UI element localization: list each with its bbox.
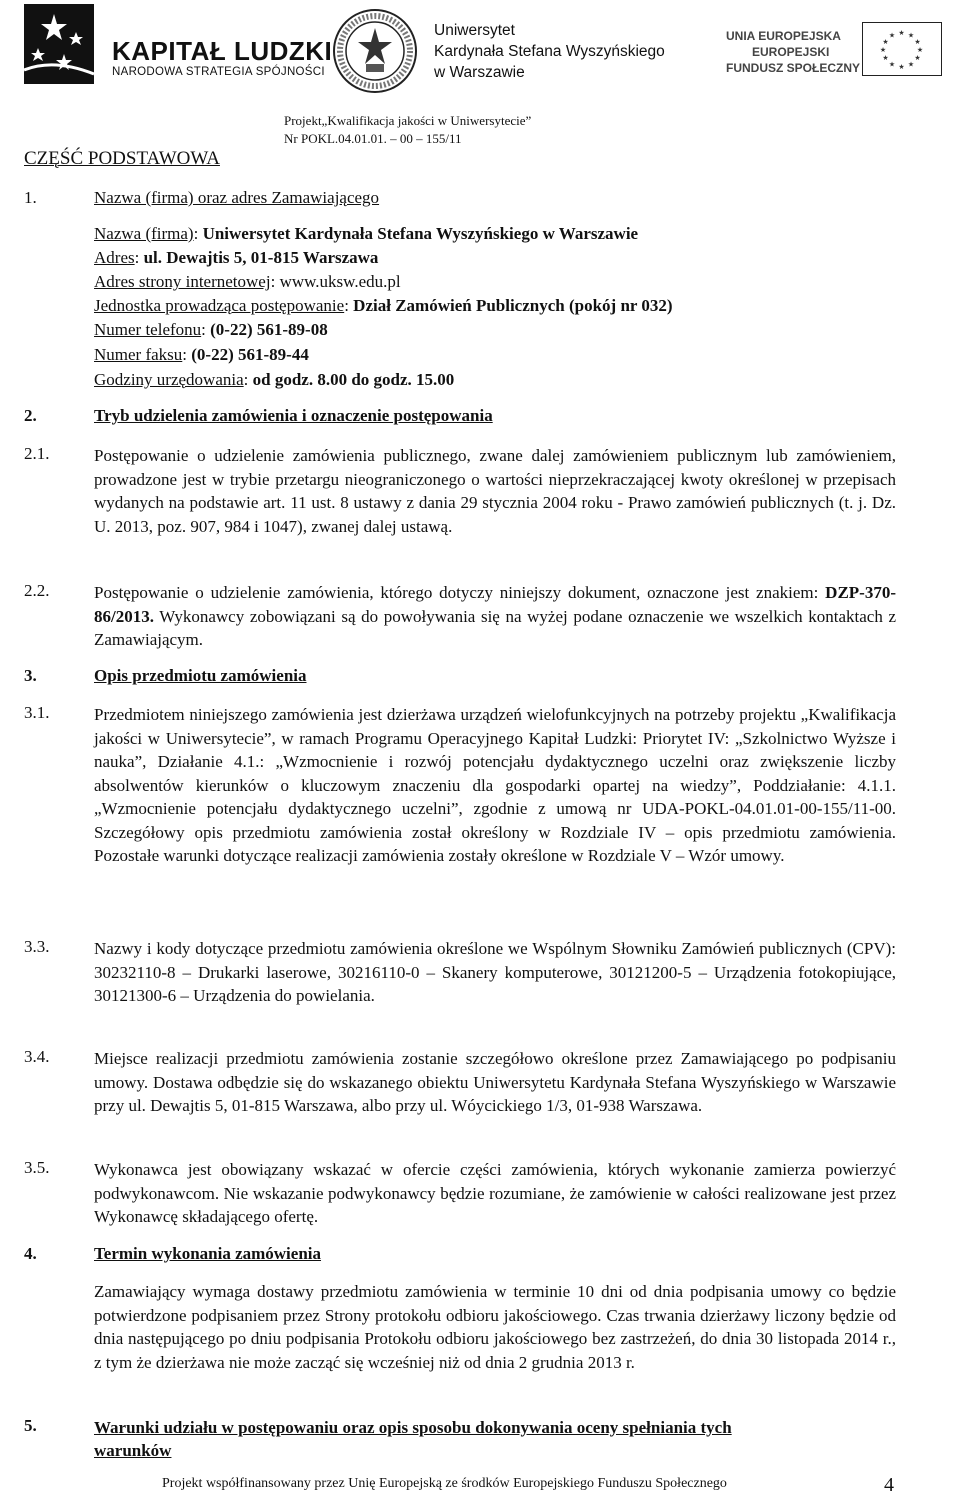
svg-text:★: ★ — [914, 54, 921, 62]
name-row: Nazwa (firma): Uniwersytet Kardynała Stefana Wyszyńskiego w Warszawie — [94, 224, 639, 243]
svg-text:★: ★ — [882, 38, 889, 46]
name-value: Uniwersytet Kardynała Stefana Wyszyńskiego w Warszawie — [202, 224, 639, 243]
eu-text-line3: FUNDUSZ SPOŁECZNY — [726, 61, 861, 75]
university-name-line2: Kardynała Stefana Wyszyńskiego — [434, 43, 665, 60]
para-2-1-number: 2.1. — [24, 444, 50, 463]
unit-row: Jednostka prowadząca postępowanie: Dział Zamówień Publicznych (pokój nr 032) — [94, 296, 673, 315]
section-4-number: 4. — [24, 1244, 37, 1263]
section-2-number: 2. — [24, 406, 37, 425]
svg-text:★: ★ — [882, 54, 889, 62]
para-3-5: Wykonawca jest obowiązany wskazać w ofercie części zamówienia, których wykonanie zamierza powierzyć podwykonawcom. Nie wskazanie podwykonawcy będzie rozumiane, że zamówienie w całości realizowane jest przez Wykonawcę składającego ofertę. — [94, 1160, 896, 1226]
para-3-4-number: 3.4. — [24, 1047, 50, 1066]
para-3-1: Przedmiotem niniejszego zamówienia jest dzierżawa urządzeń wielofunkcyjnych na potrzeby projektu „Kwalifikacja jakości w Uniwersytecie”, w ramach Programu Operacyjnego Kapitał Ludzki: Priorytet IV: „Szkolnictwo Wyższe i nauka”, Działanie 4.1.: „Wzmocnienie i rozwój potencjału dydaktycznego uczelni oraz zwiększenie liczby absolwentów kierunków o kluczowym znaczeniu dla gospodarki opartej na wiedzy”, Poddziałanie: 4.1.1. „Wzmocnienie potencjału dydaktycznego uczelni”, zgodnie z umową nr UDA-POKL-04.01.01-00-155/11-00. Szczegółowy opis przedmiotu zamówienia został określony w Rozdziale IV – opis przedmiotu zamówienia. Pozostałe warunki dotyczące realizacji zamówienia zostały określone w Rozdziale V – Wzór umowy. — [94, 705, 896, 865]
address-row: Adres: ul. Dewajtis 5, 01-815 Warszawa — [94, 248, 379, 267]
kapital-ludzki-subtitle: NARODOWA STRATEGIA SPÓJNOŚCI — [112, 66, 325, 78]
kapital-ludzki-title: KAPITAŁ LUDZKI — [112, 36, 333, 66]
section-2-title: Tryb udzielenia zamówienia i oznaczenie postępowania — [94, 406, 493, 425]
svg-text:★: ★ — [907, 60, 915, 69]
section-5-title-line2: warunków — [94, 1441, 172, 1460]
section-1-number: 1. — [24, 188, 37, 207]
section-3-title: Opis przedmiotu zamówienia — [94, 666, 307, 685]
kapital-ludzki-logo — [24, 4, 333, 84]
para-2-2-number: 2.2. — [24, 581, 50, 600]
para-4: Zamawiający wymaga dostawy przedmiotu zamówienia w terminie 10 dni od dnia podpisania umowy co będzie potwierdzone podpisaniem przez Strony protokołu odbioru jakościowego. Czas trwania dzierżawy liczony będzie od dnia następującego po dniu podpisania Protokołu odbioru jakościowego bez zastrzeżeń, do dnia 30 listopada 2014 r., z tym że dzierżawa nie może zacząć się wcześniej niż od dnia 2 grudnia 2013 r. — [94, 1282, 896, 1372]
svg-text:★: ★ — [907, 31, 915, 40]
section-4-title: Termin wykonania zamówienia — [94, 1244, 322, 1263]
section-1-title: Nazwa (firma) oraz adres Zamawiającego — [94, 188, 380, 207]
phone-row: Numer telefonu: (0-22) 561-89-08 — [94, 320, 328, 339]
para-3-5-number: 3.5. — [24, 1158, 50, 1177]
university-name — [434, 20, 665, 83]
svg-text:★: ★ — [888, 60, 896, 69]
section-5-number: 5. — [24, 1416, 37, 1435]
website-label: Adres strony internetowej — [94, 272, 271, 291]
website-value: www.uksw.edu.pl — [279, 272, 401, 291]
hours-row: Godziny urzędowania: od godz. 8.00 do godz. 15.00 — [94, 370, 455, 389]
address-label: Adres — [94, 248, 135, 267]
para-3-4: Miejsce realizacji przedmiotu zamówienia zostanie szczegółowo określone przez Zamawiającego po podpisaniu umowy. Dostawa odbędzie się do wskazanego obiektu Uniwersytetu Kardynała Stefana Wyszyńskiego w Warszawie przy ul. Dewajtis 5, 01-815 Warszawa, albo przy ul. Wóycickiego 1/3, 01-938 Warszawa. — [94, 1049, 896, 1115]
para-3-3: Nazwy i kody dotyczące przedmiotu zamówienia określone we Wspólnym Słowniku Zamówień publicznych (CPV): 30232110-8 – Drukarki laserowe, 30216110-0 – Skanery komputerowe, 30121200-5 – Urządzenia fotokopiujące, 30121300-6 – Urządzenia do powielania. — [94, 939, 896, 1005]
university-name-line1: Uniwersytet — [434, 22, 515, 39]
eu-text-line2: EUROPEJSKI — [752, 45, 830, 59]
para-3-1-number: 3.1. — [24, 703, 50, 722]
para-2-2-text-a: Postępowanie o udzielenie zamówienia, którego dotyczy niniejszy dokument, oznaczone jest znakiem: — [94, 583, 826, 602]
para-2-1: Postępowanie o udzielenie zamówienia publicznego, zwane dalej zamówieniem publicznym lub zamówieniem, prowadzone jest w trybie przetargu nieograniczonego o wartości nieprzekraczającej kwoty określonej w przepisach wydanych na podstawie art. 11 ust. 8 ustawy z dania 29 stycznia 2004 roku - Prawo zamówień publicznych (t. j. Dz. U. 2013, poz. 907, 984 i 1047), zwanej dalej ustawą. — [94, 446, 896, 536]
svg-text:★: ★ — [914, 38, 921, 46]
kapital-ludzki-mark-icon — [24, 4, 94, 84]
project-header-line2: Nr POKL.04.01.01. – 00 – 155/11 — [284, 131, 462, 146]
hours-label: Godziny urzędowania — [94, 370, 244, 389]
para-3-3-number: 3.3. — [24, 937, 50, 956]
unit-value: Dział Zamówień Publicznych (pokój nr 032) — [353, 296, 673, 315]
svg-text:★: ★ — [898, 63, 905, 71]
footer-text: Projekt współfinansowany przez Unię Europejską ze środków Europejskiego Funduszu Społecznego — [162, 1476, 727, 1491]
university-name-line3: w Warszawie — [434, 64, 525, 81]
svg-text:★: ★ — [916, 46, 924, 54]
unit-label: Jednostka prowadząca postępowanie — [94, 296, 345, 315]
fax-label: Numer faksu — [94, 345, 183, 364]
name-label: Nazwa (firma) — [94, 224, 194, 243]
section-5-title-line1: Warunki udziału w postępowaniu oraz opis sposobu dokonywania oceny spełniania tych — [94, 1418, 732, 1437]
website-row: Adres strony internetowej: www.uksw.edu.pl — [94, 272, 401, 291]
svg-text:★: ★ — [879, 46, 887, 54]
eu-text-line1: UNIA EUROPEJSKA — [726, 29, 841, 43]
university-seal-icon — [332, 8, 418, 94]
eu-fund-text — [726, 28, 860, 76]
eu-flag-icon — [862, 22, 942, 76]
project-header — [284, 112, 531, 148]
phone-value: (0-22) 561-89-08 — [210, 320, 328, 339]
fax-row: Numer faksu: (0-22) 561-89-44 — [94, 345, 309, 364]
para-2-2 — [94, 581, 896, 652]
project-header-line1: Projekt„Kwalifikacja jakości w Uniwersytecie” — [284, 113, 532, 128]
section-3-number: 3. — [24, 666, 37, 685]
address-value: ul. Dewajtis 5, 01-815 Warszawa — [143, 248, 379, 267]
phone-label: Numer telefonu — [94, 320, 202, 339]
para-2-2-text-b: Wykonawcy zobowiązani są do powoływania się na wyżej podane oznaczenie we wszelkich kontaktach z Zamawiającym. — [94, 606, 896, 649]
part-title: CZĘŚĆ PODSTAWOWA — [24, 148, 220, 169]
case-code: DZP-370-86/2013. — [94, 583, 896, 626]
page-number: 4 — [884, 1474, 894, 1496]
svg-text:★: ★ — [898, 29, 905, 37]
hours-value: od godz. 8.00 do godz. 15.00 — [252, 370, 455, 389]
section-5-title — [94, 1416, 732, 1462]
fax-value: (0-22) 561-89-44 — [191, 345, 309, 364]
svg-text:★: ★ — [888, 31, 896, 40]
